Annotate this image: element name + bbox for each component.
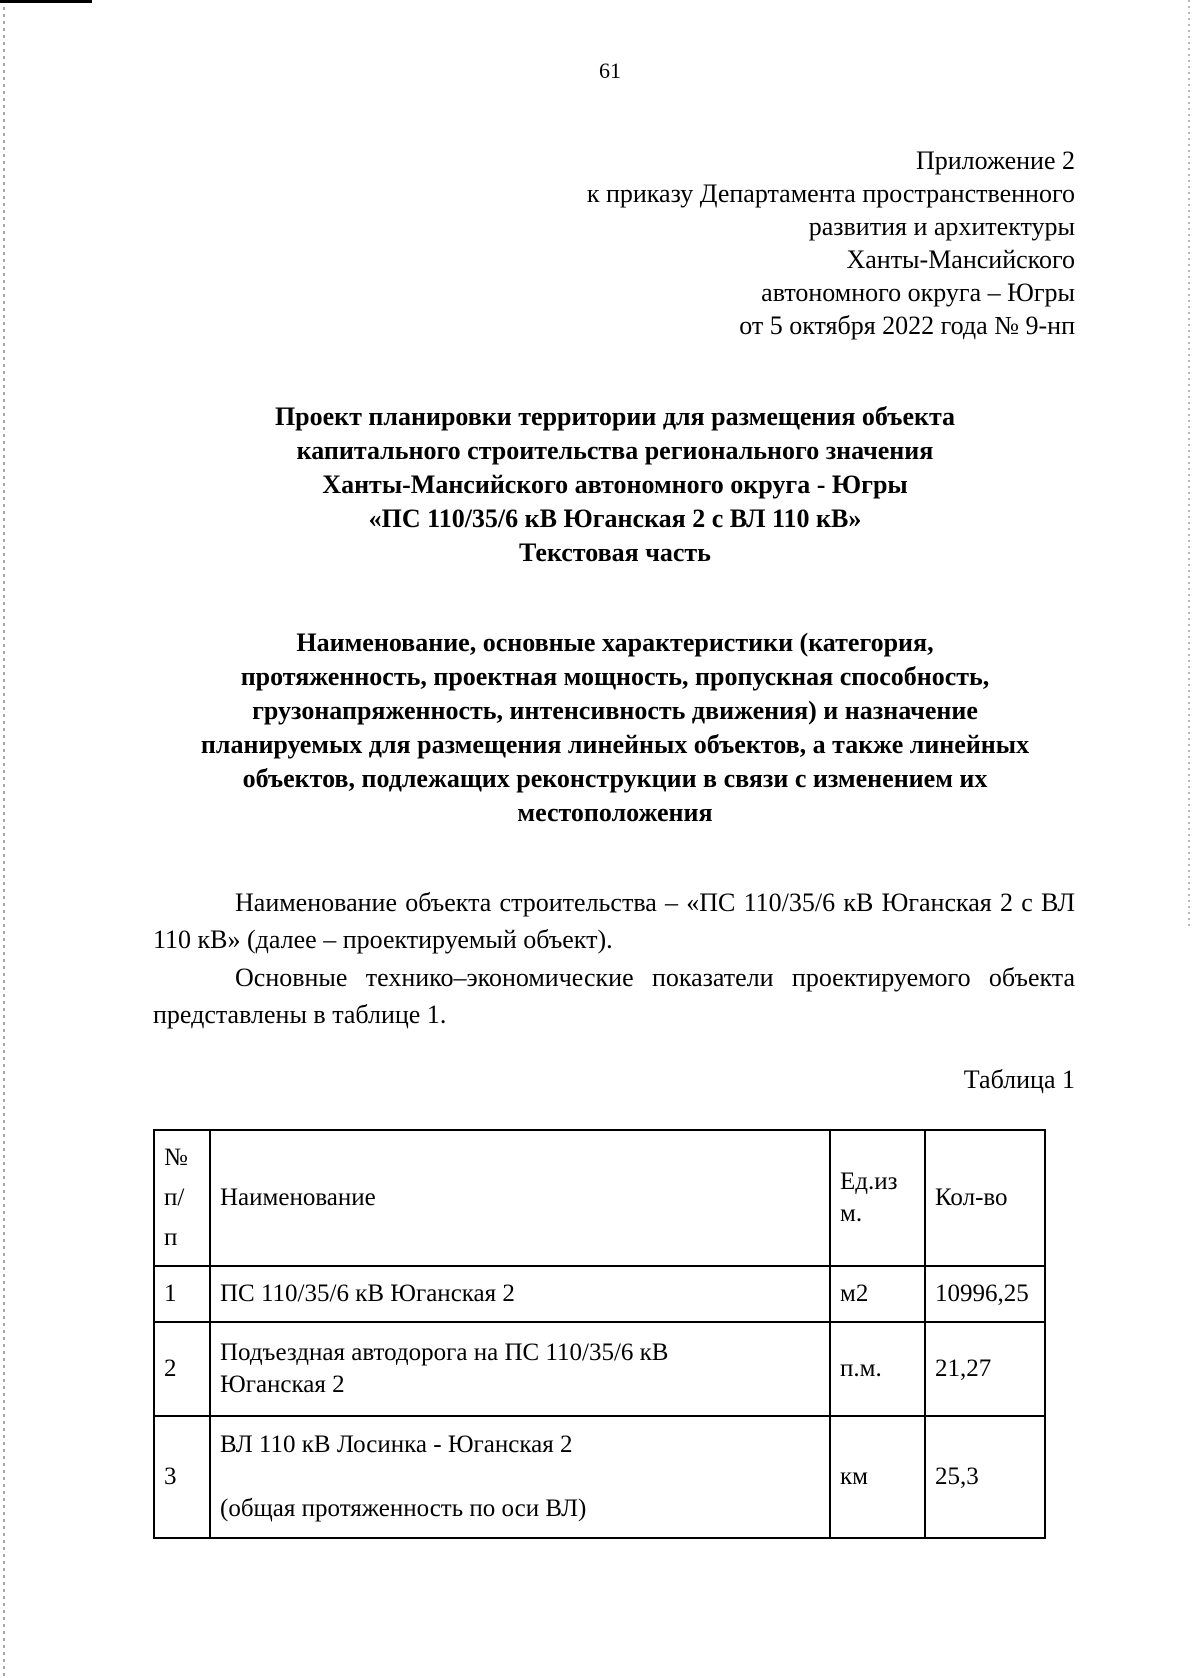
page-number: 61 [599, 58, 621, 83]
heading-line: протяженность, проектная мощность, пропускная способность, [240, 662, 990, 691]
heading-line: грузонапряженность, интенсивность движения) и назначение [252, 696, 978, 725]
indicators-table [153, 1129, 1046, 1539]
cell-quantity: 21,27 [925, 1322, 1045, 1416]
cell-name-line: (общая протяженность по оси ВЛ) [220, 1495, 587, 1522]
cell-unit: п.м. [830, 1322, 925, 1416]
header-cell-unit [830, 1130, 925, 1266]
cell-unit: км [830, 1416, 925, 1538]
document-title [150, 400, 1080, 570]
cell-number: 3 [154, 1416, 210, 1538]
heading-line: объектов, подлежащих реконструкции в связи с изменением их [242, 764, 988, 793]
header-number-line: № [164, 1144, 188, 1171]
cell-name-line: Подъездная автодорога на ПС 110/35/6 кВ [220, 1339, 669, 1366]
appendix-line: автономного округа – Югры [761, 278, 1075, 307]
cell-number: 1 [154, 1266, 210, 1322]
header-number-line: п/ [164, 1184, 185, 1211]
appendix-line: Ханты-Мансийского [846, 245, 1075, 274]
header-cell-name: Наименование [210, 1130, 830, 1266]
cell-unit: м2 [830, 1266, 925, 1322]
appendix-line: от 5 октября 2022 года № 9-нп [739, 311, 1075, 340]
table-row [154, 1322, 1045, 1416]
title-line: «ПС 110/35/6 кВ Юганская 2 с ВЛ 110 кВ» [368, 504, 862, 533]
scan-edge-left [3, 0, 5, 1678]
heading-line: местоположения [517, 798, 713, 827]
header-number-line: п [164, 1224, 178, 1251]
section-heading [150, 626, 1080, 830]
body-paragraph: Основные технико–экономические показатели проектируемого объекта представлены в таблице 1. [153, 963, 1075, 1029]
table-row [154, 1266, 1045, 1322]
table-header-row [154, 1130, 1045, 1266]
scan-edge-top [0, 0, 92, 3]
appendix-note [475, 144, 1075, 342]
cell-name [210, 1266, 830, 1322]
cell-name-line: ВЛ 110 кВ Лосинка - Юганская 2 [220, 1431, 573, 1458]
cell-quantity: 10996,25 [925, 1266, 1045, 1322]
body-paragraph: Наименование объекта строительства – «ПС 110/35/6 кВ Юганская 2 с ВЛ 110 кВ» (далее – проектируемый объект). [153, 888, 1075, 954]
cell-name [210, 1416, 830, 1538]
cell-name-line: Юганская 2 [220, 1371, 345, 1398]
heading-line: планируемых для размещения линейных объектов, а также линейных [200, 730, 1030, 759]
title-line: Ханты-Мансийского автономного округа - Югры [322, 470, 908, 499]
heading-line: Наименование, основные характеристики (категория, [296, 628, 934, 657]
appendix-line: Приложение 2 [915, 146, 1075, 175]
cell-name-line: ПС 110/35/6 кВ Юганская 2 [220, 1280, 515, 1307]
title-line: Текстовая часть [519, 538, 711, 567]
header-unit-line: Ед.из [840, 1168, 898, 1195]
header-cell-quantity: Кол-во [925, 1130, 1045, 1266]
scan-edge-right [1188, 0, 1190, 930]
cell-name [210, 1322, 830, 1416]
cell-quantity: 25,3 [925, 1416, 1045, 1538]
table-caption: Таблица 1 [963, 1065, 1075, 1094]
appendix-line: к приказу Департамента пространственного [586, 179, 1075, 208]
cell-number: 2 [154, 1322, 210, 1416]
header-cell-number [154, 1130, 210, 1266]
title-line: капитального строительства регионального значения [296, 436, 934, 465]
table-row [154, 1416, 1045, 1538]
appendix-line: развития и архитектуры [808, 212, 1075, 241]
title-line: Проект планировки территории для размещения объекта [274, 402, 956, 431]
header-unit-line: м. [840, 1200, 863, 1227]
